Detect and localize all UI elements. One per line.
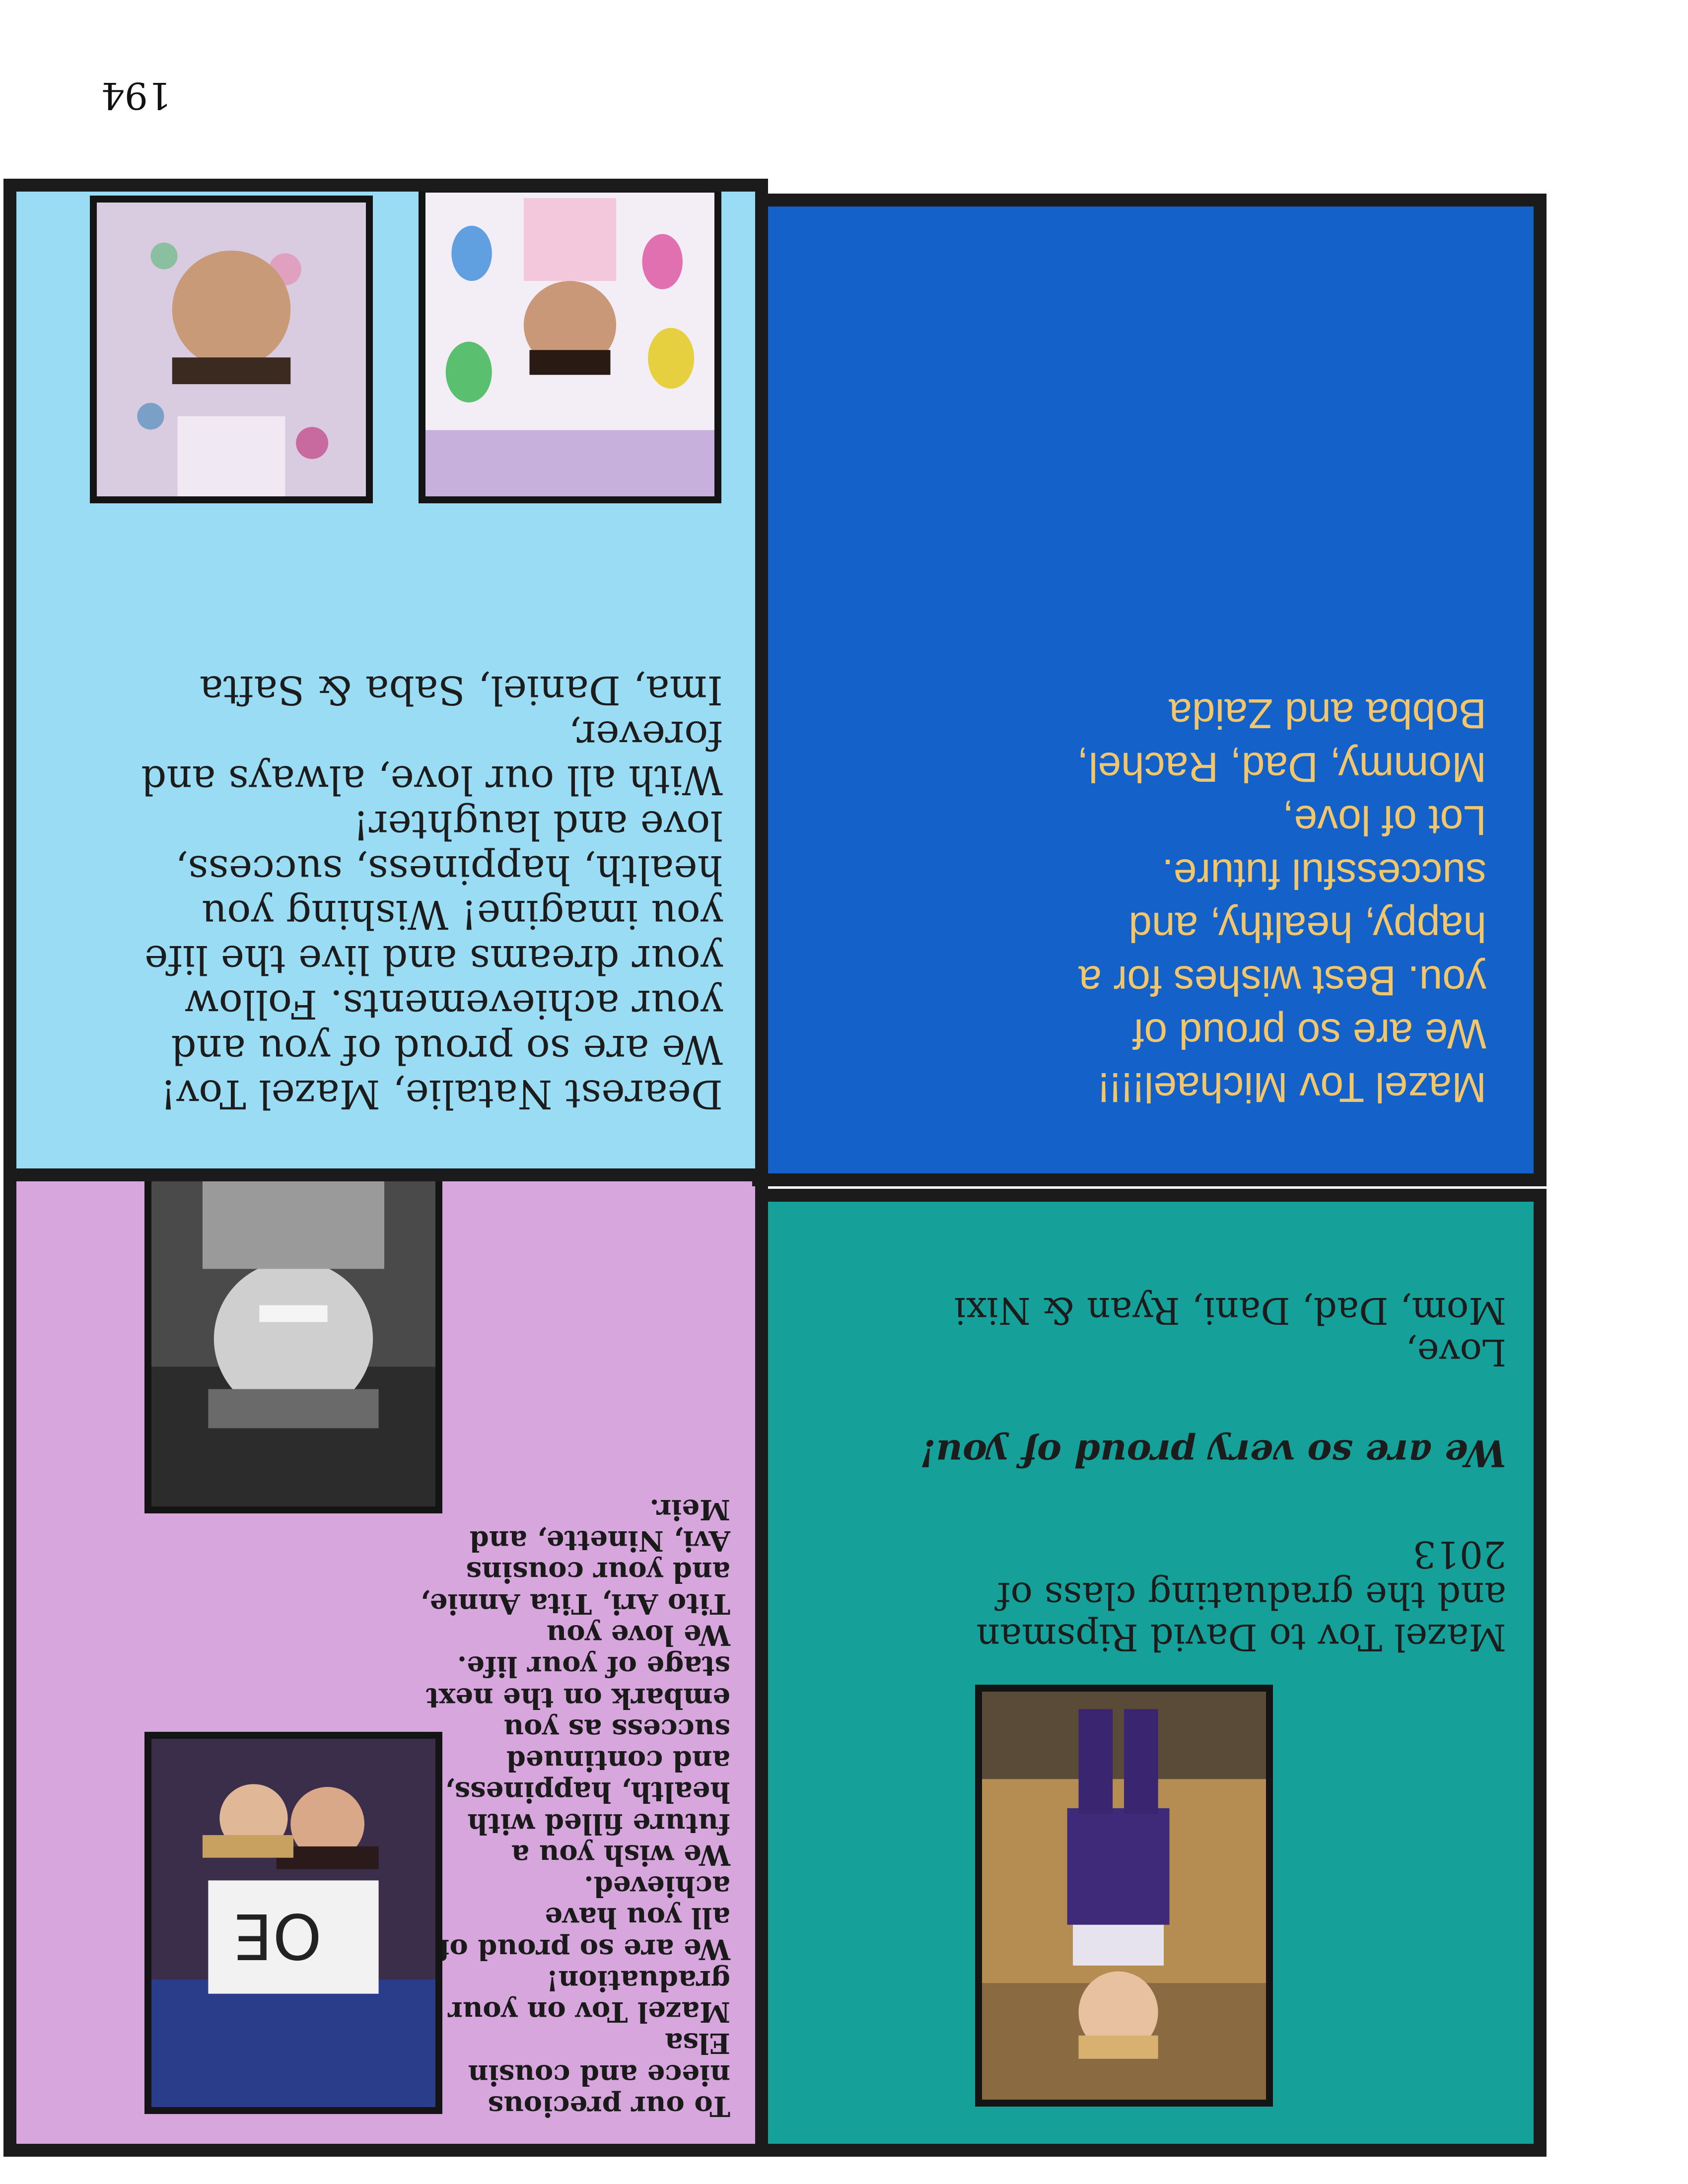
photo-natalie-baby (90, 196, 373, 503)
elsa-line-8: achieved. (584, 1870, 730, 1903)
photo-david (975, 1685, 1273, 2107)
elsa-line-2: niece and cousin (468, 2058, 730, 2091)
elsa-line-19: Avi, Ninette, and (469, 1524, 730, 1558)
elsa-line-5: graduation! (546, 1964, 730, 1997)
natalie-line-4: your dreams and live the life (144, 936, 723, 983)
natalie-line-3: your achievements. Follow (185, 981, 723, 1028)
elsa-line-6: We are so proud of (437, 1932, 730, 1966)
david-line-2: and the graduating class of (997, 1574, 1506, 1617)
david-line-5: Love, (1406, 1330, 1506, 1373)
photo-elsa-portrait (144, 1164, 442, 1513)
natalie-line-1: Dearest Natalie, Mazel Tov! (160, 1071, 723, 1117)
elsa-message (420, 1493, 730, 2122)
elsa-line-11: health, happiness, (445, 1775, 730, 1809)
card-michael (752, 194, 1547, 1186)
elsa-line-20: Meir. (649, 1493, 730, 1526)
elsa-line-15: stage of your life. (457, 1650, 730, 1683)
elsa-line-18: and your cousins (466, 1556, 730, 1589)
natalie-line-9: forever, (568, 712, 723, 758)
natalie-line-7: love and laughter! (353, 802, 723, 848)
photo-natalie-birthday-image (425, 193, 714, 496)
card-elsa (3, 1164, 768, 2157)
natalie-line-8: With all our love, always and (141, 757, 723, 804)
elsa-line-1: To our precious (488, 2090, 730, 2122)
michael-line-1: Mazel Tov Michael!!!! (1098, 1064, 1486, 1111)
elsa-line-3: Elsa (665, 2027, 730, 2060)
elsa-line-17: Tito Ari, Tita Annie, (420, 1587, 730, 1620)
michael-line-7: Mommy, Dad, Rachel, (1077, 744, 1486, 791)
elsa-line-13: success as you (503, 1712, 730, 1746)
photo-elsa-portrait-image (151, 1164, 435, 1506)
elsa-line-16: We love you (546, 1619, 730, 1652)
michael-line-5: successful future. (1162, 850, 1486, 897)
photo-elsa-selfie (144, 1732, 442, 2114)
michael-line-4: happy, healthy, and (1128, 904, 1486, 951)
natalie-line-5: you imagine! Wishing you (201, 891, 723, 938)
michael-line-8: Bobba and Zaida (1169, 690, 1486, 738)
michael-line-3: you. Best wishes for a (1078, 957, 1486, 1004)
david-line-3: 2013 (1412, 1532, 1506, 1575)
david-line-1: Mazel Tov to David Ripsman (976, 1616, 1506, 1658)
elsa-line-14: embark on the next (426, 1681, 730, 1714)
photo-natalie-baby-image (97, 203, 366, 496)
michael-line-6: Lot of love, (1282, 797, 1486, 844)
photo-david-image (982, 1692, 1266, 2100)
page-number: 194 (101, 74, 171, 117)
photo-natalie-birthday (419, 186, 721, 503)
elsa-line-4: Mazel Tov on your (448, 1995, 730, 2029)
elsa-line-9: We wish you a (511, 1838, 730, 1871)
photo-elsa-selfie-image (151, 1739, 435, 2107)
elsa-line-7: all you have (545, 1901, 730, 1934)
david-line-4: We are so very proud of you! (919, 1432, 1506, 1475)
card-david (752, 1189, 1547, 2157)
natalie-line-10: Ima, Daniel, Saba & Safta (199, 667, 723, 714)
natalie-message (63, 668, 723, 1116)
natalie-line-2: We are so proud of you and (171, 1026, 723, 1073)
elsa-line-10: future filled with (467, 1807, 730, 1840)
michael-line-2: We are so proud of (1132, 1011, 1486, 1058)
michael-message (767, 687, 1486, 1114)
svg-text:OE: OE (233, 1899, 322, 1973)
david-line-6: Mom, Dad, Dani, Ryan & Nixi (954, 1289, 1506, 1332)
card-natalie (3, 179, 768, 1181)
david-message (767, 1289, 1506, 1657)
natalie-line-6: health, happiness, success, (175, 847, 723, 893)
elsa-line-12: and continued (506, 1744, 730, 1777)
